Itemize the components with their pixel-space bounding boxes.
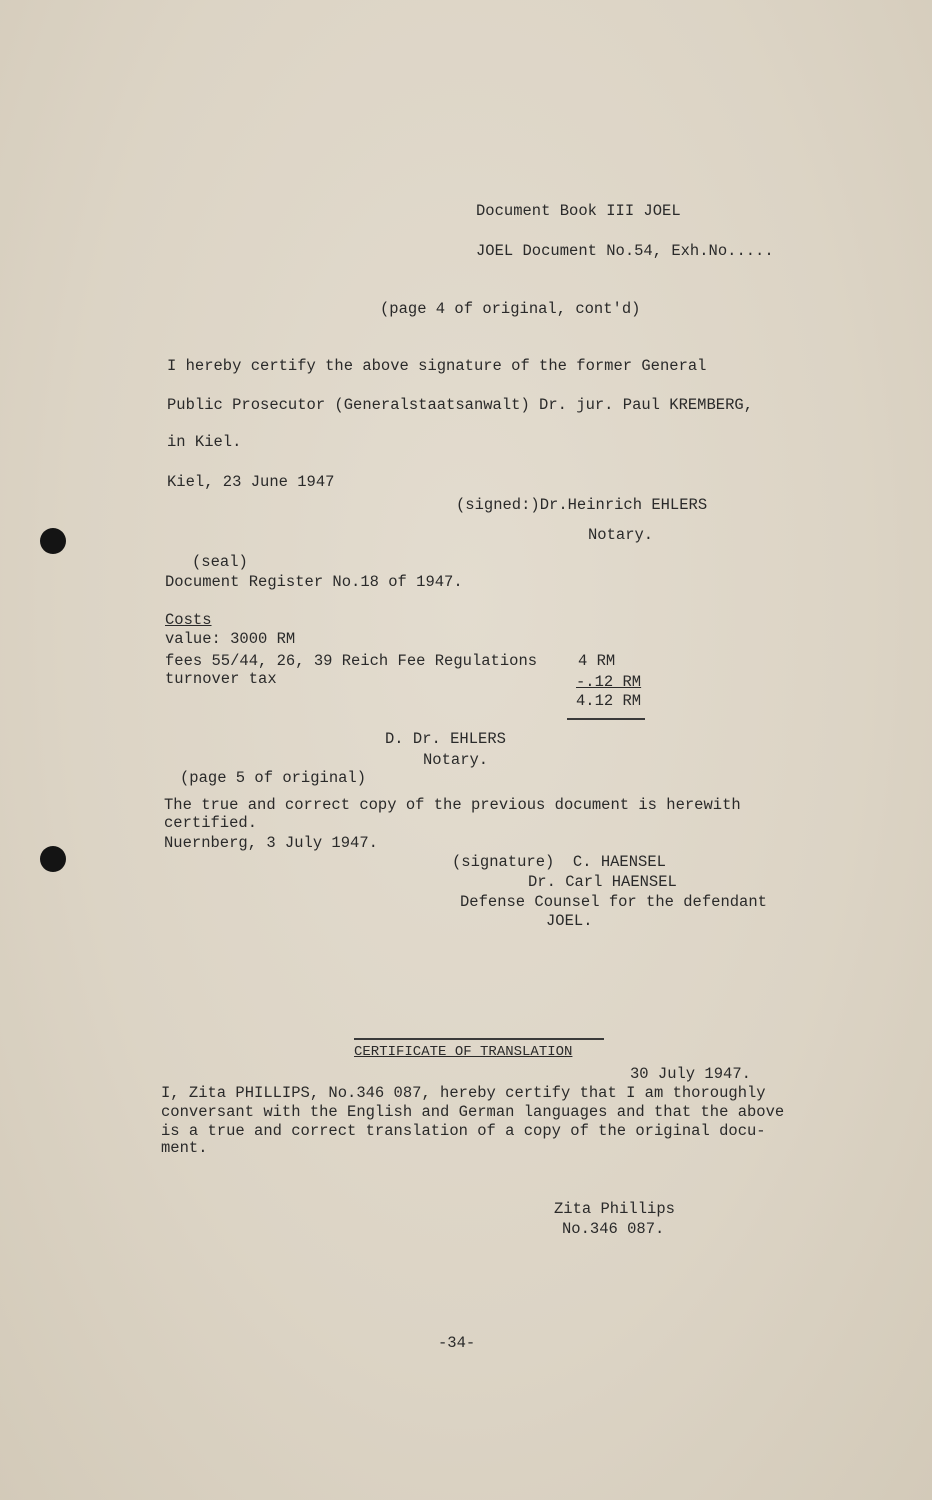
translation-date: 30 July 1947.: [630, 1065, 751, 1083]
header-book: Document Book III JOEL: [476, 202, 681, 220]
notary-name: D. Dr. EHLERS: [385, 730, 506, 748]
costs-tax-amount: -.12 RM: [576, 673, 642, 691]
true-copy-place-date: Nuernberg, 3 July 1947.: [164, 834, 378, 852]
cert-line-3: in Kiel.: [167, 433, 242, 451]
translation-heading-overline: [354, 1038, 604, 1040]
counsel-client: JOEL.: [546, 912, 593, 930]
counsel-name: Dr. Carl HAENSEL: [528, 873, 677, 891]
costs-value: value: 3000 RM: [165, 630, 296, 648]
cert-line-1: I hereby certify the above signature of the former General: [167, 357, 707, 375]
costs-total: 4.12 RM: [576, 692, 642, 710]
notary-signed: (signed:)Dr.Heinrich EHLERS: [456, 496, 708, 514]
counsel-signature: (signature) C. HAENSEL: [452, 853, 666, 871]
translator-number: No.346 087.: [562, 1220, 665, 1238]
translation-line-4: ment.: [161, 1139, 208, 1157]
cert-place-date: Kiel, 23 June 1947: [167, 473, 335, 491]
translator-name: Zita Phillips: [554, 1200, 675, 1218]
punch-hole: [40, 528, 66, 554]
costs-fees-label: fees 55/44, 26, 39 Reich Fee Regulations: [165, 652, 538, 670]
translation-line-2: conversant with the English and German languages and that the above: [161, 1103, 785, 1121]
punch-hole: [40, 846, 66, 872]
costs-fees-amount: 4 RM: [578, 652, 616, 670]
notary-title-2: Notary.: [423, 751, 489, 769]
translation-heading: CERTIFICATE OF TRANSLATION: [354, 1044, 573, 1060]
costs-total-rule: [567, 718, 645, 720]
costs-heading: Costs: [165, 611, 212, 629]
page-number: -34-: [438, 1334, 476, 1352]
translation-line-1: I, Zita PHILLIPS, No.346 087, hereby certify that I am thoroughly: [161, 1084, 766, 1102]
cert-line-2: Public Prosecutor (Generalstaatsanwalt) Dr. jur. Paul KREMBERG,: [167, 396, 753, 414]
counsel-role: Defense Counsel for the defendant: [460, 893, 767, 911]
seal-note: (seal): [192, 553, 248, 571]
true-copy-line-2: certified.: [164, 814, 258, 832]
page-note-original-4: (page 4 of original, cont'd): [380, 300, 641, 318]
notary-title: Notary.: [588, 526, 654, 544]
header-document-no: JOEL Document No.54, Exh.No.....: [476, 242, 774, 260]
document-register: Document Register No.18 of 1947.: [165, 573, 463, 591]
translation-line-3: is a true and correct translation of a copy of the original docu-: [161, 1122, 766, 1140]
costs-tax-label: turnover tax: [165, 670, 277, 688]
page-note-original-5: (page 5 of original): [180, 769, 367, 787]
true-copy-line-1: The true and correct copy of the previous document is herewith: [164, 796, 741, 814]
